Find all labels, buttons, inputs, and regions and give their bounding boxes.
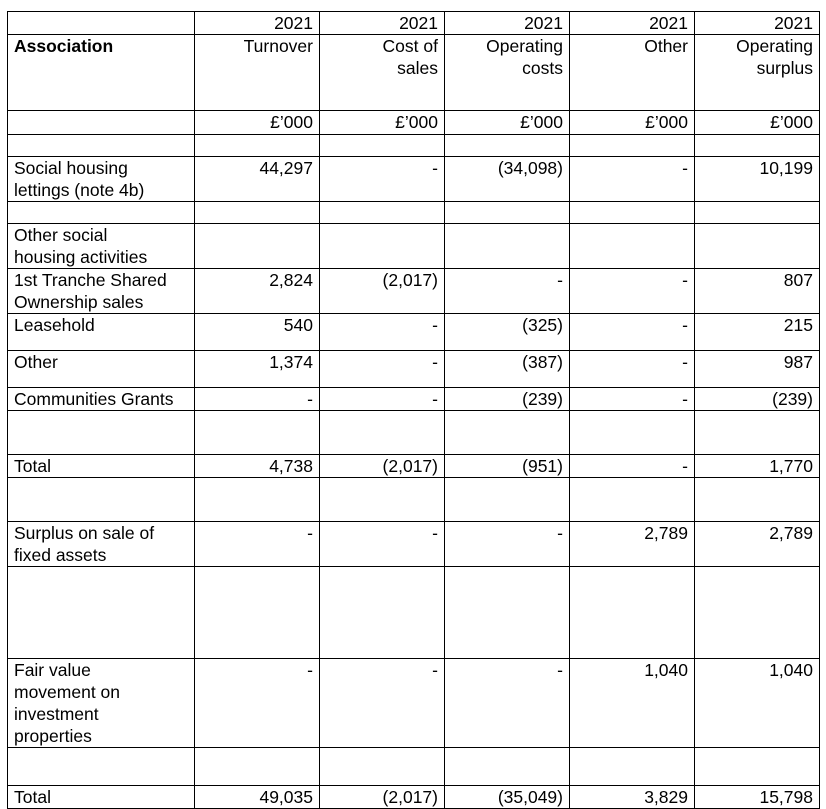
label-cell bbox=[8, 786, 195, 809]
label-cell bbox=[8, 314, 195, 351]
year-row bbox=[8, 12, 820, 35]
other-cell bbox=[570, 135, 695, 157]
cost-of-sales-cell bbox=[320, 12, 445, 35]
cell-text: (35,049) bbox=[497, 787, 563, 807]
cell-text: Association bbox=[14, 36, 114, 56]
label-cell bbox=[8, 567, 195, 659]
operating-costs-cell bbox=[445, 786, 570, 809]
cell-text: Other bbox=[644, 36, 688, 56]
cell-text: 49,035 bbox=[259, 787, 313, 807]
operating-surplus-cell bbox=[695, 748, 820, 786]
cell-text: - bbox=[682, 158, 688, 178]
operating-costs-cell bbox=[445, 351, 570, 388]
other-cell bbox=[570, 12, 695, 35]
cost-of-sales-cell bbox=[320, 786, 445, 809]
cost-of-sales-cell bbox=[320, 314, 445, 351]
operating-costs-cell bbox=[445, 522, 570, 567]
table-row bbox=[8, 157, 820, 202]
cost-of-sales-cell bbox=[320, 135, 445, 157]
other-cell bbox=[570, 478, 695, 522]
other-cell bbox=[570, 269, 695, 314]
other-cell bbox=[570, 659, 695, 748]
cell-text: 540 bbox=[283, 315, 313, 335]
operating-surplus-cell bbox=[695, 411, 820, 455]
operating-surplus-cell bbox=[695, 202, 820, 224]
cell-text: 4,738 bbox=[269, 456, 313, 476]
other-cell bbox=[570, 351, 695, 388]
cell-text: 15,798 bbox=[759, 787, 813, 807]
cell-text: Leasehold bbox=[14, 315, 95, 335]
cell-text: - bbox=[432, 660, 438, 680]
label-cell bbox=[8, 478, 195, 522]
turnover-cell bbox=[195, 224, 320, 269]
cell-text: 2,789 bbox=[644, 523, 688, 543]
other-cell bbox=[570, 748, 695, 786]
operating-costs-cell bbox=[445, 411, 570, 455]
cost-of-sales-cell bbox=[320, 35, 445, 111]
cell-text: - bbox=[307, 660, 313, 680]
cell-text: 2,824 bbox=[269, 270, 313, 290]
cost-of-sales-cell bbox=[320, 269, 445, 314]
turnover-cell bbox=[195, 478, 320, 522]
turnover-cell bbox=[195, 522, 320, 567]
other-cell bbox=[570, 388, 695, 411]
turnover-cell bbox=[195, 314, 320, 351]
cell-text: £’000 bbox=[770, 112, 813, 132]
cell-text: (2,017) bbox=[382, 787, 438, 807]
turnover-cell bbox=[195, 567, 320, 659]
operating-surplus-cell bbox=[695, 351, 820, 388]
financial-table bbox=[7, 11, 820, 809]
cost-of-sales-cell bbox=[320, 388, 445, 411]
cost-of-sales-cell bbox=[320, 157, 445, 202]
label-cell bbox=[8, 411, 195, 455]
label-cell bbox=[8, 351, 195, 388]
cell-text: Total bbox=[14, 787, 51, 807]
cell-text: Surplus on sale of fixed assets bbox=[14, 523, 155, 565]
other-cell bbox=[570, 455, 695, 478]
cell-text: 987 bbox=[783, 352, 813, 372]
label-cell bbox=[8, 659, 195, 748]
operating-surplus-cell bbox=[695, 269, 820, 314]
table-row bbox=[8, 269, 820, 314]
other-cell bbox=[570, 567, 695, 659]
cell-text: £’000 bbox=[395, 112, 438, 132]
other-cell bbox=[570, 224, 695, 269]
cell-text: - bbox=[307, 523, 313, 543]
cell-text: 1st Tranche Shared Ownership sales bbox=[14, 270, 167, 312]
table-row bbox=[8, 224, 820, 269]
cell-text: - bbox=[682, 270, 688, 290]
table-row bbox=[8, 455, 820, 478]
operating-surplus-cell bbox=[695, 35, 820, 111]
cell-text: Fair value movement on investment properties bbox=[14, 660, 121, 746]
cell-text: £’000 bbox=[645, 112, 688, 132]
other-cell bbox=[570, 35, 695, 111]
cell-text: - bbox=[682, 456, 688, 476]
operating-surplus-cell bbox=[695, 786, 820, 809]
operating-costs-cell bbox=[445, 478, 570, 522]
cell-text: 2,789 bbox=[769, 523, 813, 543]
table-row bbox=[8, 748, 820, 786]
cell-text: Other social housing activities bbox=[14, 225, 148, 267]
cell-text: 807 bbox=[783, 270, 813, 290]
cell-text: Communities Grants bbox=[14, 389, 174, 409]
operating-costs-cell bbox=[445, 12, 570, 35]
table-row bbox=[8, 786, 820, 809]
cell-text: 44,297 bbox=[259, 158, 313, 178]
cell-text: (2,017) bbox=[382, 456, 438, 476]
turnover-cell bbox=[195, 388, 320, 411]
cell-text: 2021 bbox=[524, 13, 563, 33]
cell-text: (2,017) bbox=[382, 270, 438, 290]
cell-text: 3,829 bbox=[644, 787, 688, 807]
operating-surplus-cell bbox=[695, 455, 820, 478]
other-cell bbox=[570, 411, 695, 455]
turnover-cell bbox=[195, 269, 320, 314]
other-cell bbox=[570, 786, 695, 809]
other-cell bbox=[570, 522, 695, 567]
table-row bbox=[8, 314, 820, 351]
cell-text: Operating costs bbox=[486, 36, 563, 78]
label-cell bbox=[8, 157, 195, 202]
turnover-cell bbox=[195, 202, 320, 224]
cell-text: 1,374 bbox=[269, 352, 313, 372]
operating-surplus-cell bbox=[695, 135, 820, 157]
cell-text: - bbox=[432, 389, 438, 409]
cost-of-sales-cell bbox=[320, 455, 445, 478]
other-cell bbox=[570, 111, 695, 135]
table-row bbox=[8, 478, 820, 522]
turnover-cell bbox=[195, 12, 320, 35]
operating-surplus-cell bbox=[695, 659, 820, 748]
cost-of-sales-cell bbox=[320, 567, 445, 659]
operating-costs-cell bbox=[445, 135, 570, 157]
turnover-cell bbox=[195, 748, 320, 786]
label-cell bbox=[8, 111, 195, 135]
cell-text: 1,040 bbox=[644, 660, 688, 680]
operating-surplus-cell bbox=[695, 314, 820, 351]
cell-text: - bbox=[557, 660, 563, 680]
cell-text: 2021 bbox=[774, 13, 813, 33]
cost-of-sales-cell bbox=[320, 111, 445, 135]
table-row bbox=[8, 135, 820, 157]
cell-text: Social housing lettings (note 4b) bbox=[14, 158, 145, 200]
cell-text: 10,199 bbox=[759, 158, 813, 178]
table-row bbox=[8, 567, 820, 659]
operating-surplus-cell bbox=[695, 157, 820, 202]
turnover-cell bbox=[195, 157, 320, 202]
operating-costs-cell bbox=[445, 659, 570, 748]
label-cell bbox=[8, 135, 195, 157]
turnover-cell bbox=[195, 455, 320, 478]
cost-of-sales-cell bbox=[320, 522, 445, 567]
cell-text: Cost of sales bbox=[382, 36, 438, 78]
turnover-cell bbox=[195, 35, 320, 111]
cell-text: 2021 bbox=[274, 13, 313, 33]
table-row bbox=[8, 659, 820, 748]
operating-costs-cell bbox=[445, 314, 570, 351]
operating-costs-cell bbox=[445, 748, 570, 786]
cost-of-sales-cell bbox=[320, 224, 445, 269]
cell-text: - bbox=[557, 523, 563, 543]
label-cell bbox=[8, 455, 195, 478]
label-cell bbox=[8, 224, 195, 269]
cell-text: (325) bbox=[522, 315, 563, 335]
operating-costs-cell bbox=[445, 269, 570, 314]
turnover-cell bbox=[195, 135, 320, 157]
operating-surplus-cell bbox=[695, 388, 820, 411]
cost-of-sales-cell bbox=[320, 351, 445, 388]
label-cell bbox=[8, 202, 195, 224]
label-cell bbox=[8, 522, 195, 567]
cell-text: - bbox=[682, 352, 688, 372]
table-row bbox=[8, 522, 820, 567]
cost-of-sales-cell bbox=[320, 202, 445, 224]
operating-costs-cell bbox=[445, 567, 570, 659]
cell-text: £’000 bbox=[520, 112, 563, 132]
other-cell bbox=[570, 157, 695, 202]
label-cell bbox=[8, 12, 195, 35]
cell-text: (239) bbox=[522, 389, 563, 409]
cost-of-sales-cell bbox=[320, 659, 445, 748]
cell-text: 2021 bbox=[399, 13, 438, 33]
cell-text: (239) bbox=[772, 389, 813, 409]
cell-text: - bbox=[682, 389, 688, 409]
table-body bbox=[8, 12, 820, 809]
operating-costs-cell bbox=[445, 224, 570, 269]
table-row bbox=[8, 411, 820, 455]
other-cell bbox=[570, 314, 695, 351]
cell-text: Operating surplus bbox=[736, 36, 813, 78]
table-row bbox=[8, 351, 820, 388]
operating-costs-cell bbox=[445, 202, 570, 224]
cell-text: Other bbox=[14, 352, 58, 372]
cell-text: (387) bbox=[522, 352, 563, 372]
operating-surplus-cell bbox=[695, 522, 820, 567]
turnover-cell bbox=[195, 351, 320, 388]
turnover-cell bbox=[195, 411, 320, 455]
operating-surplus-cell bbox=[695, 111, 820, 135]
turnover-cell bbox=[195, 111, 320, 135]
operating-surplus-cell bbox=[695, 224, 820, 269]
operating-surplus-cell bbox=[695, 567, 820, 659]
cell-text: 215 bbox=[783, 315, 813, 335]
cost-of-sales-cell bbox=[320, 748, 445, 786]
cell-text: £’000 bbox=[270, 112, 313, 132]
cell-text: - bbox=[307, 389, 313, 409]
cell-text: - bbox=[432, 315, 438, 335]
cell-text: (34,098) bbox=[497, 158, 563, 178]
cell-text: - bbox=[432, 158, 438, 178]
cell-text: Total bbox=[14, 456, 51, 476]
label-cell bbox=[8, 269, 195, 314]
cell-text: - bbox=[682, 315, 688, 335]
cell-text: - bbox=[557, 270, 563, 290]
cost-of-sales-cell bbox=[320, 411, 445, 455]
other-cell bbox=[570, 202, 695, 224]
turnover-cell bbox=[195, 659, 320, 748]
cost-of-sales-cell bbox=[320, 478, 445, 522]
label-cell bbox=[8, 35, 195, 111]
cell-text: 1,040 bbox=[769, 660, 813, 680]
operating-costs-cell bbox=[445, 111, 570, 135]
turnover-cell bbox=[195, 786, 320, 809]
operating-costs-cell bbox=[445, 157, 570, 202]
cell-text: (951) bbox=[522, 456, 563, 476]
table-row bbox=[8, 388, 820, 411]
operating-surplus-cell bbox=[695, 478, 820, 522]
cell-text: Turnover bbox=[243, 36, 313, 56]
label-cell bbox=[8, 748, 195, 786]
cell-text: 1,770 bbox=[769, 456, 813, 476]
header-row bbox=[8, 35, 820, 111]
operating-surplus-cell bbox=[695, 12, 820, 35]
cell-text: - bbox=[432, 523, 438, 543]
units-row bbox=[8, 111, 820, 135]
operating-costs-cell bbox=[445, 35, 570, 111]
cell-text: 2021 bbox=[649, 13, 688, 33]
operating-costs-cell bbox=[445, 455, 570, 478]
cell-text: - bbox=[432, 352, 438, 372]
table-row bbox=[8, 202, 820, 224]
operating-costs-cell bbox=[445, 388, 570, 411]
label-cell bbox=[8, 388, 195, 411]
